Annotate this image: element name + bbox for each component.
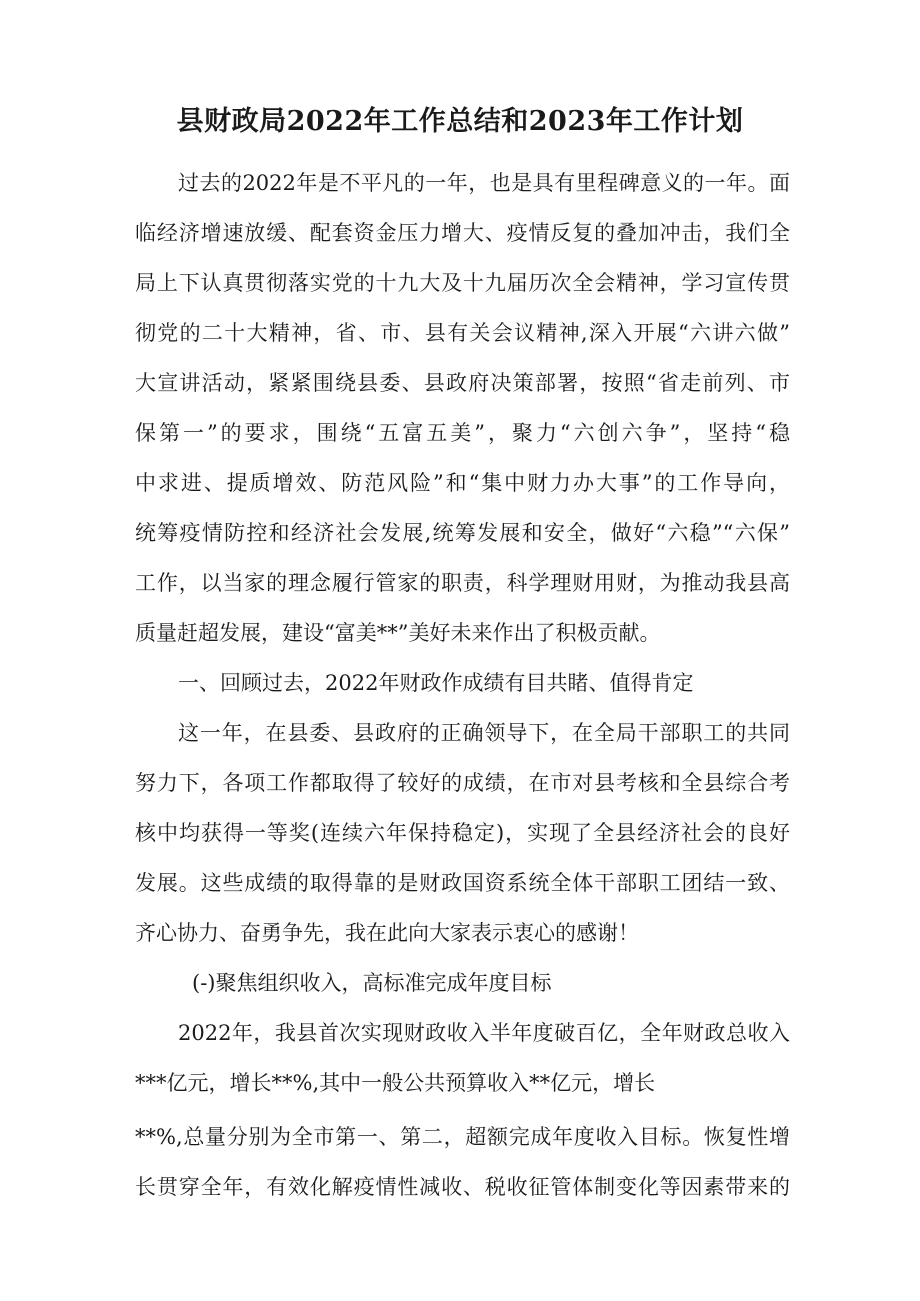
paragraph-line: 保第一”的要求，围绕“五富五美”，聚力“六创六争”，坚持“稳 — [135, 421, 790, 445]
paragraph-line: 中求进、提质增效、防范风险”和“集中财力办大事”的工作导向， — [135, 471, 790, 495]
document-title: 县财政局2022年工作总结和2023年工作计划 — [176, 106, 744, 137]
paragraph-line: 发展。这些成绩的取得靠的是财政国资系统全体干部职工团结一致、 — [135, 871, 790, 895]
paragraph-line: 这一年，在县委、县政府的正确领导下，在全局干部职工的共同 — [178, 721, 790, 745]
section-heading: 一、回顾过去，2022年财政作成绩有目共睹、值得肯定 — [178, 671, 694, 695]
paragraph-line: 局上下认真贯彻落实党的十九大及十九届历次全会精神，学习宣传贯 — [135, 271, 790, 295]
paragraph-line: 长贯穿全年，有效化解疫情性减收、税收征管体制变化等因素带来的 — [135, 1175, 790, 1199]
paragraph-line: **%,总量分别为全市第一、第二，超额完成年度收入目标。恢复性增 — [135, 1125, 790, 1149]
paragraph-line: ***亿元，增长**%,其中一般公共预算收入**亿元，增长 — [135, 1071, 656, 1095]
paragraph-line: 工作，以当家的理念履行管家的职责，科学理财用财，为推动我县高 — [135, 571, 790, 595]
paragraph-line: 齐心协力、奋勇争先，我在此向大家表示衷心的感谢！ — [135, 921, 639, 945]
paragraph-line: 统筹疫情防控和经济社会发展,统筹发展和安全，做好“六稳”“六保” — [135, 521, 790, 545]
paragraph-line: 大宣讲活动，紧紧围绕县委、县政府决策部署，按照“省走前列、市 — [135, 371, 790, 395]
paragraph-line: 努力下，各项工作都取得了较好的成绩，在市对县考核和全县综合考 — [135, 771, 790, 795]
paragraph-line: 临经济增速放缓、配套资金压力增大、疫情反复的叠加冲击，我们全 — [135, 221, 790, 245]
paragraph-line: 质量赶超发展，建设“富美**”美好未来作出了积极贡献。 — [135, 621, 661, 645]
paragraph-line: 2022年，我县首次实现财政收入半年度破百亿，全年财政总收入 — [178, 1021, 790, 1045]
paragraph-line: 过去的2022年是不平凡的一年，也是具有里程碑意义的一年。面 — [178, 171, 790, 195]
paragraph-line: 彻党的二十大精神，省、市、县有关会议精神,深入开展“六讲六做” — [135, 321, 790, 345]
paragraph-line: 核中均获得一等奖(连续六年保持稳定)，实现了全县经济社会的良好 — [135, 821, 790, 845]
subsection-heading: (-)聚焦组织收入，高标准完成年度目标 — [192, 971, 552, 995]
